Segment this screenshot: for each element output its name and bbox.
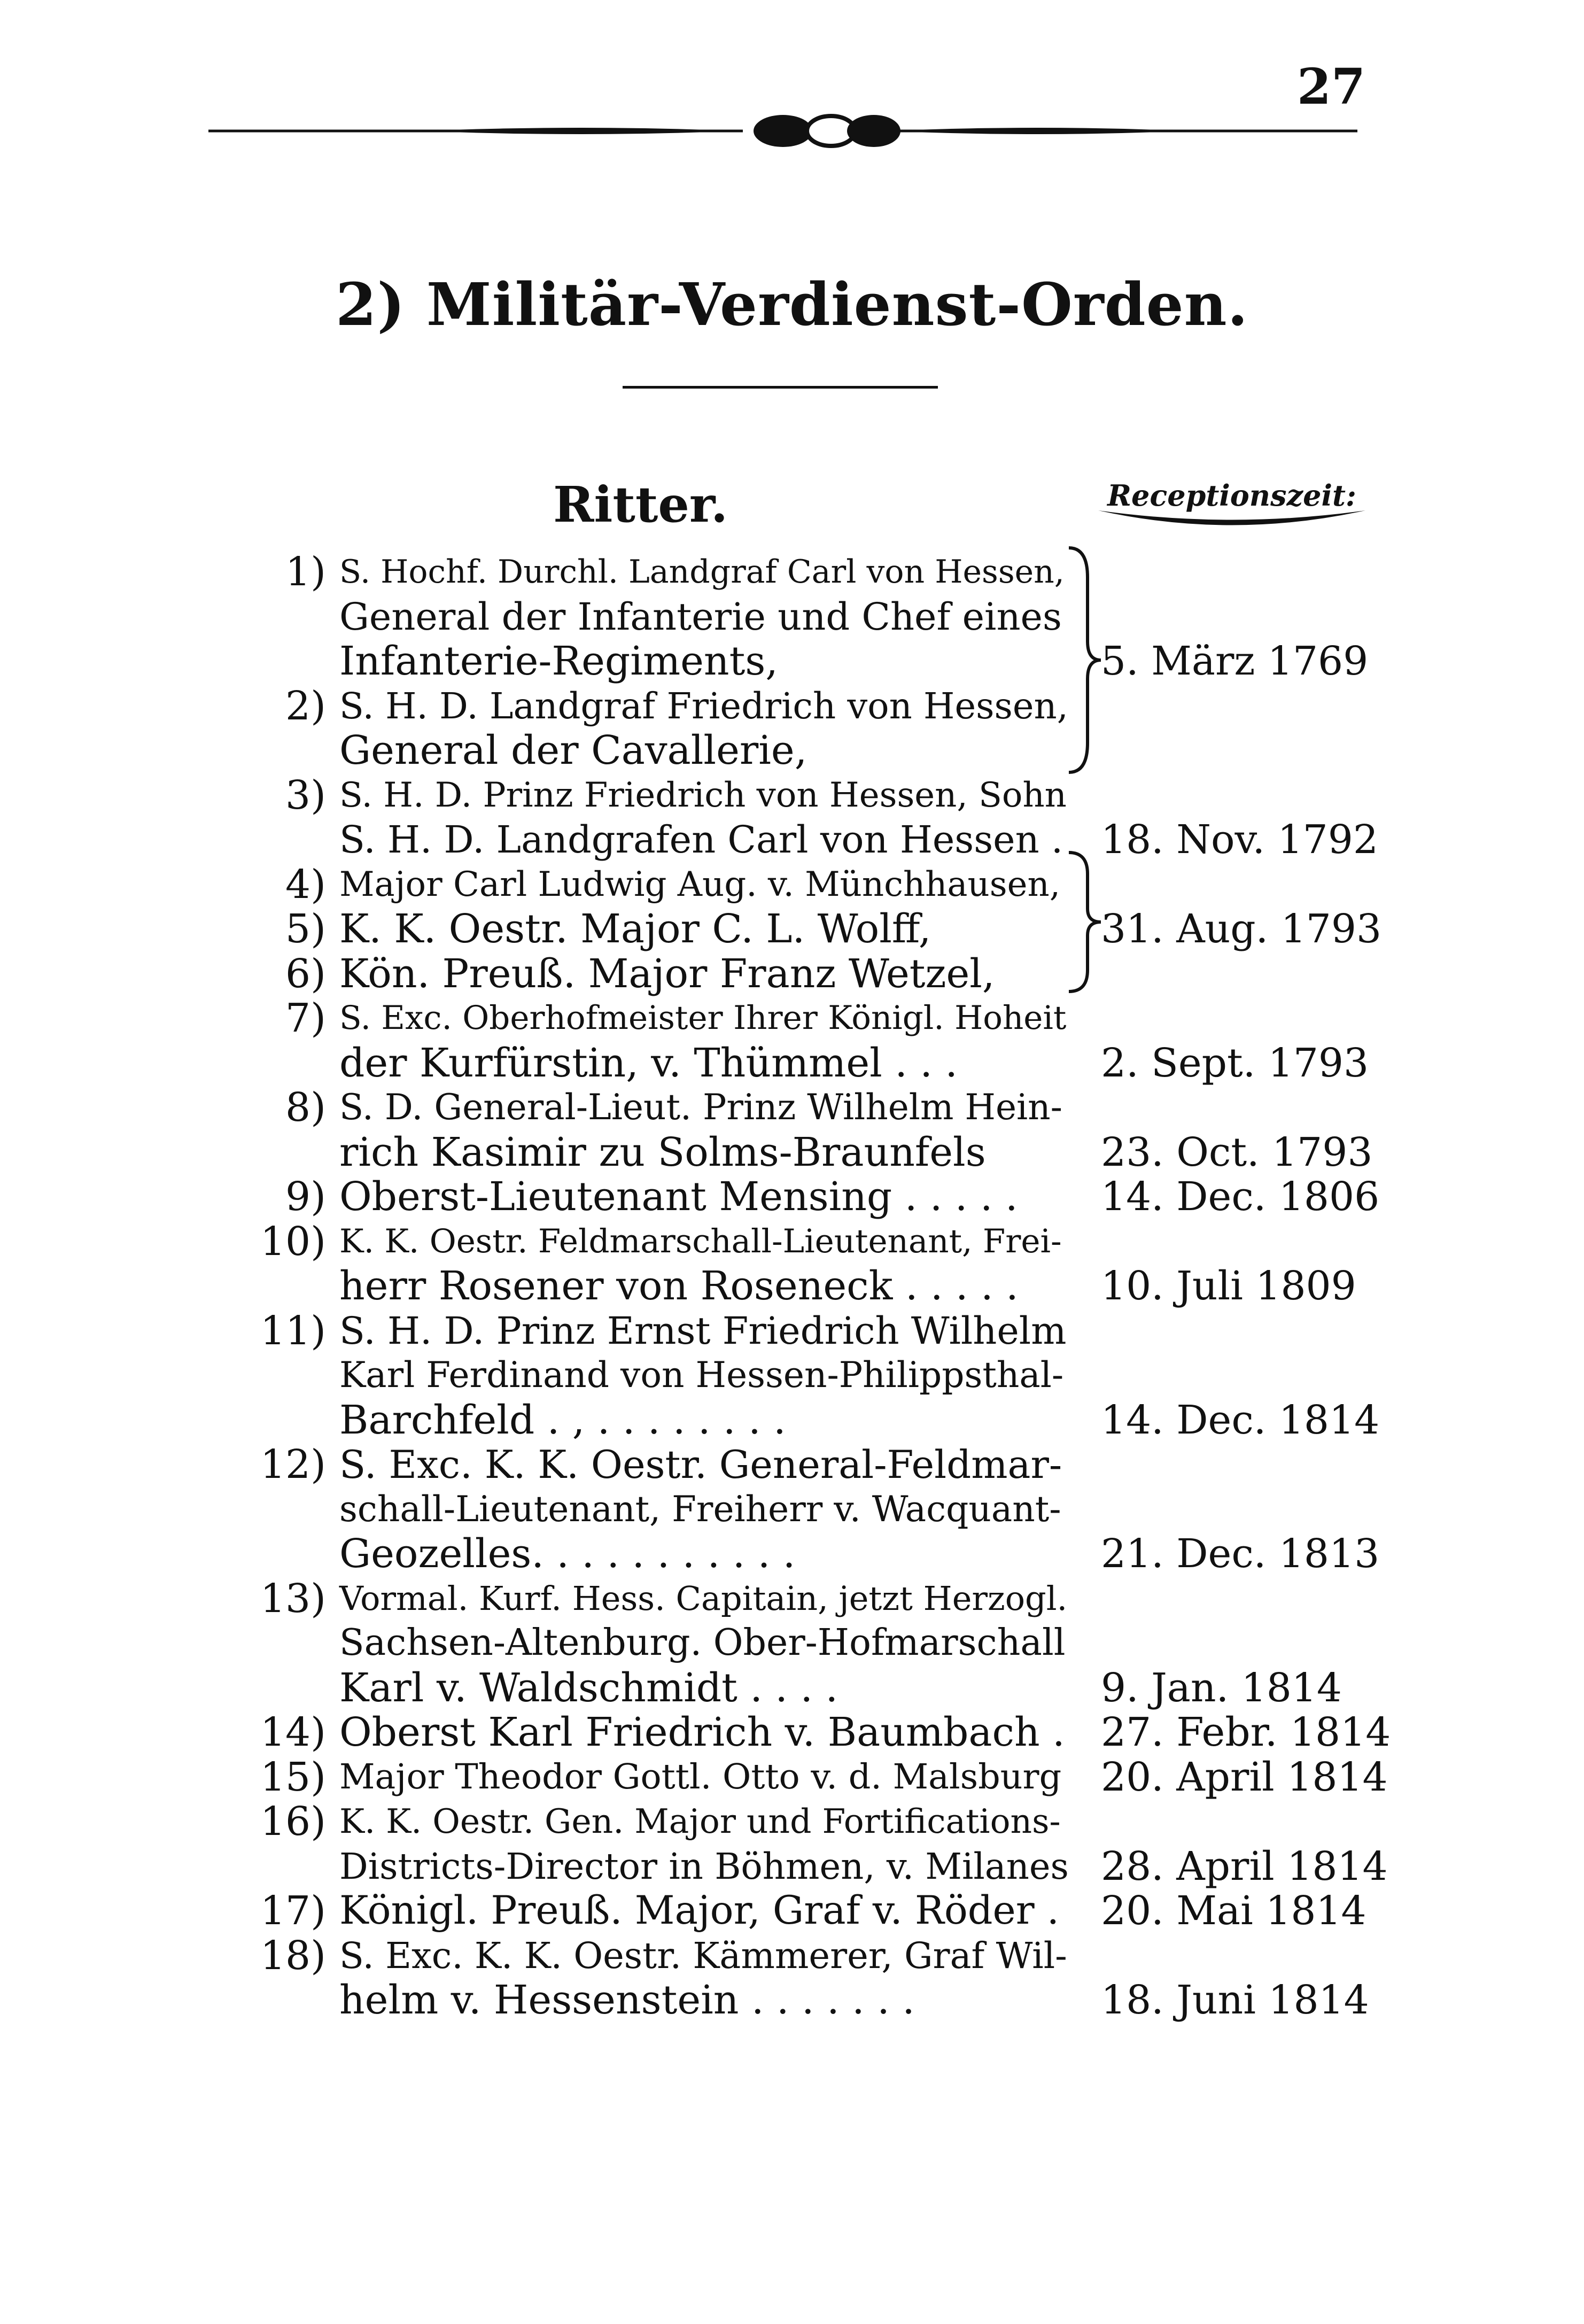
entry-text: Major Carl Ludwig Aug. v. Münchhausen, <box>339 865 1061 904</box>
entry-number: 16) <box>260 1799 326 1845</box>
entry-text: Geozelles. . . . . . . . . . . <box>339 1531 796 1577</box>
entry-number: 15) <box>260 1754 326 1800</box>
entry-text: S. Exc. K. K. Oestr. General-Feldmar- <box>339 1442 1062 1487</box>
entry-date: 18. Juni 1814 <box>1101 1977 1369 2023</box>
entry-text: Oberst Karl Friedrich v. Baumbach . <box>339 1709 1065 1755</box>
entry-number: 12) <box>260 1442 326 1488</box>
entry-text: Karl Ferdinand von Hessen-Philippsthal- <box>339 1354 1064 1396</box>
entry-text: General der Cavallerie, <box>339 727 807 773</box>
entry-text: S. Exc. K. K. Oestr. Kämmerer, Graf Wil- <box>339 1935 1067 1977</box>
brace-group-2 <box>1066 850 1104 994</box>
page-number: 27 <box>1296 58 1365 115</box>
entry-text: Infanterie-Regiments, <box>339 638 778 684</box>
section-title: 2) Militär-Verdienst-Orden. <box>336 270 1248 339</box>
entry-text: Königl. Preuß. Major, Graf v. Röder . <box>339 1888 1060 1933</box>
entry-text: Districts-Director in Böhmen, v. Milanes <box>339 1846 1069 1887</box>
entry-date: 14. Dec. 1806 <box>1101 1174 1380 1220</box>
entry-text: herr Rosener von Roseneck . . . . . <box>339 1263 1019 1309</box>
entry-date: 10. Juli 1809 <box>1101 1263 1356 1309</box>
entry-number: 1) <box>285 549 326 595</box>
entry-date: 23. Oct. 1793 <box>1101 1129 1373 1175</box>
entry-text: schall-Lieutenant, Freiherr v. Wacquant- <box>339 1489 1061 1530</box>
entry-number: 14) <box>260 1709 326 1755</box>
brace-group-1 <box>1066 545 1104 775</box>
entry-number: 6) <box>285 951 326 997</box>
heading-swoosh <box>1096 508 1368 540</box>
entry-text: S. H. D. Landgraf Friedrich von Hessen, <box>339 685 1068 727</box>
ornamental-rule <box>208 110 1357 152</box>
entry-text: helm v. Hessenstein . . . . . . . <box>339 1977 915 2023</box>
entry-date: 20. Mai 1814 <box>1101 1888 1366 1934</box>
entry-number: 7) <box>285 995 326 1041</box>
entry-text: K. K. Oestr. Major C. L. Wolff, <box>339 906 931 952</box>
entry-text: der Kurfürstin, v. Thümmel . . . <box>339 1040 958 1086</box>
heading-ritter: Ritter. <box>553 476 728 533</box>
entry-number: 8) <box>285 1084 326 1130</box>
entry-text: S. Hochf. Durchl. Landgraf Carl von Hessen, <box>339 553 1065 591</box>
entry-number: 18) <box>260 1933 326 1979</box>
entry-text: S. Exc. Oberhofmeister Ihrer Königl. Hoheit <box>339 999 1067 1037</box>
entry-text: K. K. Oestr. Gen. Major und Fortifications- <box>339 1802 1061 1841</box>
entry-date: 21. Dec. 1813 <box>1101 1531 1380 1577</box>
entry-text: General der Infanterie und Chef eines <box>339 595 1062 639</box>
entry-text: Sachsen-Altenburg. Ober-Hofmarschall <box>339 1622 1066 1664</box>
entry-number: 17) <box>260 1888 326 1934</box>
entry-date: 27. Febr. 1814 <box>1101 1709 1391 1755</box>
entry-number: 4) <box>285 862 326 908</box>
entry-text: Kön. Preuß. Major Franz Wetzel, <box>339 951 995 997</box>
entry-text: Oberst-Lieutenant Mensing . . . . . <box>339 1174 1018 1220</box>
entry-number: 3) <box>285 772 326 818</box>
entry-text: S. D. General-Lieut. Prinz Wilhelm Hein- <box>339 1087 1062 1128</box>
title-divider <box>623 386 938 389</box>
entry-text: Major Theodor Gottl. Otto v. d. Malsburg <box>339 1757 1062 1797</box>
entry-number: 5) <box>285 906 326 952</box>
entry-number: 11) <box>260 1308 326 1354</box>
entry-date: 14. Dec. 1814 <box>1101 1397 1380 1443</box>
entry-text: Barchfeld . , . . . . . . . . <box>339 1397 786 1443</box>
entry-number: 2) <box>285 683 326 729</box>
entry-text: rich Kasimir zu Solms-Braunfels <box>339 1129 986 1175</box>
entry-text: S. H. D. Prinz Friedrich von Hessen, Sohn <box>339 776 1067 815</box>
entry-date: 2. Sept. 1793 <box>1101 1040 1369 1086</box>
entry-text: Karl v. Waldschmidt . . . . <box>339 1665 838 1711</box>
entry-date: 28. April 1814 <box>1101 1843 1388 1889</box>
entry-text: K. K. Oestr. Feldmarschall-Lieutenant, Frei- <box>339 1222 1062 1260</box>
entry-text: S. H. D. Prinz Ernst Friedrich Wilhelm <box>339 1309 1067 1353</box>
entry-text: Vormal. Kurf. Hess. Capitain, jetzt Herzogl. <box>339 1579 1068 1618</box>
entry-date: 18. Nov. 1792 <box>1101 817 1378 863</box>
entry-date: 31. Aug. 1793 <box>1101 906 1382 952</box>
entry-number: 9) <box>285 1174 326 1220</box>
entry-number: 10) <box>260 1219 326 1265</box>
entry-date: 9. Jan. 1814 <box>1101 1665 1342 1711</box>
entry-number: 13) <box>260 1576 326 1622</box>
entry-text: S. H. D. Landgrafen Carl von Hessen . <box>339 818 1063 862</box>
heading-receptionszeit: Receptionszeit: <box>1107 478 1356 513</box>
entry-date: 5. März 1769 <box>1101 638 1369 684</box>
entry-date: 20. April 1814 <box>1101 1754 1388 1800</box>
